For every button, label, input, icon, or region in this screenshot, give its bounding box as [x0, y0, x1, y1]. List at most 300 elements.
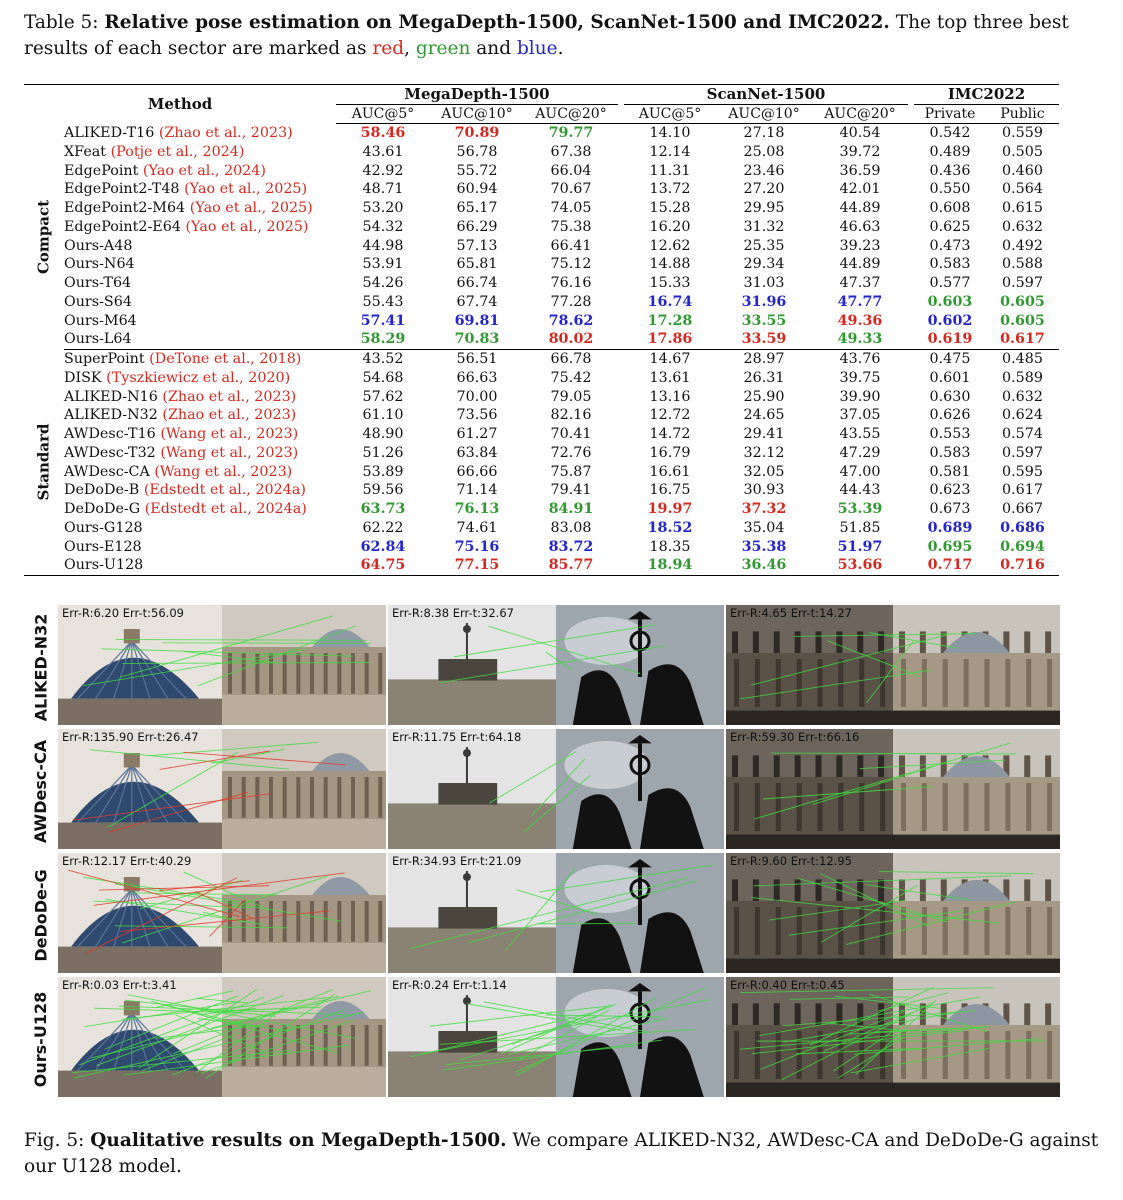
subheader: AUC@10° [430, 105, 524, 124]
value-cell: 13.72 [649, 181, 691, 198]
citation-link[interactable]: (Zhao et al., 2023) [162, 407, 297, 424]
method-cell [64, 406, 336, 425]
value-cell: 39.72 [839, 143, 881, 160]
match-image [58, 853, 386, 973]
table-row [24, 500, 1059, 519]
match-panel [58, 853, 386, 973]
method-name: XFeat [64, 143, 107, 160]
method-cell [64, 538, 336, 557]
value-cell: 70.41 [550, 426, 592, 442]
method-cell [64, 369, 336, 388]
error-readout: Err-R:0.24 Err-t:1.14 [392, 978, 507, 992]
error-readout: Err-R:59.30 Err-t:66.16 [730, 730, 860, 744]
match-panel [388, 853, 724, 973]
value-cell: 66.04 [550, 162, 592, 179]
value-cell: 80.02 [524, 330, 618, 349]
value-cell: 0.686 [1000, 519, 1045, 536]
value-cell: 35.04 [743, 519, 785, 536]
value-cell: 29.95 [743, 200, 785, 216]
method-cell [64, 350, 336, 369]
value-cell: 27.20 [743, 181, 785, 198]
value-cell: 75.87 [550, 463, 592, 480]
match-image [388, 853, 724, 973]
value-cell: 0.689 [927, 519, 973, 536]
value-cell: 69.81 [454, 312, 500, 329]
subheader: AUC@20° [812, 105, 908, 124]
method-row-label-text: ALIKED-N32 [31, 613, 51, 721]
figure-caption-title: Qualitative results on MegaDepth-1500. [90, 1130, 507, 1151]
value-cell: 0.617 [1002, 482, 1043, 499]
citation-link[interactable]: (Tyszkiewicz et al., 2020) [106, 369, 291, 386]
value-cell: 54.26 [362, 275, 404, 291]
match-panel [726, 977, 1060, 1097]
method-name: EdgePoint2-E64 [64, 218, 181, 235]
value-cell: 77.28 [550, 293, 592, 310]
error-readout: Err-R:6.20 Err-t:56.09 [62, 606, 184, 620]
value-cell: 17.86 [624, 330, 716, 349]
table-row [24, 199, 1059, 218]
citation-link[interactable]: (Yao et al., 2025) [189, 200, 313, 216]
value-cell: 83.08 [550, 519, 592, 536]
group-header-megadepth: MegaDepth-1500 [336, 85, 618, 105]
value-cell: 70.89 [454, 125, 500, 141]
value-cell: 0.615 [1002, 200, 1043, 216]
method-row-label [24, 977, 58, 1101]
value-cell: 49.36 [837, 312, 883, 329]
match-panel [388, 729, 724, 849]
citation-link[interactable]: (Yao et al., 2025) [185, 218, 309, 235]
match-image [726, 605, 1060, 725]
match-panel [726, 605, 1060, 725]
citation-link[interactable]: (Yao et al., 2025) [184, 181, 308, 198]
method-name: AWDesc-CA [64, 463, 150, 480]
value-cell: 43.52 [362, 351, 404, 367]
citation-link[interactable]: (Wang et al., 2023) [154, 463, 293, 480]
value-cell: 25.35 [743, 237, 785, 254]
table-row [24, 350, 1059, 369]
citation-link[interactable]: (Edstedt et al., 2024a) [143, 482, 306, 499]
table-row [24, 388, 1059, 407]
method-name: Ours-T64 [64, 275, 132, 291]
value-cell: 47.77 [837, 293, 883, 310]
method-name: Ours-A48 [64, 237, 133, 254]
method-cell [64, 463, 336, 482]
value-cell: 36.59 [839, 162, 881, 179]
table-row [24, 444, 1059, 463]
value-cell: 37.32 [741, 501, 787, 517]
value-cell: 0.595 [1002, 463, 1043, 480]
value-cell: 62.84 [360, 538, 406, 555]
value-cell: 0.608 [929, 200, 971, 216]
table-row [24, 519, 1059, 538]
value-cell: 33.59 [716, 330, 812, 349]
value-cell: 36.46 [741, 557, 787, 574]
qualitative-figure [24, 600, 1064, 1110]
value-cell: 47.00 [839, 463, 881, 480]
value-cell: 0.630 [929, 388, 971, 405]
value-cell: 29.41 [743, 426, 785, 442]
subheader: AUC@10° [716, 105, 812, 124]
value-cell: 71.14 [456, 482, 498, 499]
value-cell: 15.33 [649, 275, 691, 291]
method-name: SuperPoint [64, 351, 145, 367]
table-row [24, 538, 1059, 557]
citation-link[interactable]: (Zhao et al., 2023) [162, 388, 297, 405]
value-cell: 0.624 [1002, 407, 1043, 424]
method-cell [64, 388, 336, 407]
value-cell: 47.37 [839, 275, 881, 291]
method-cell [64, 199, 336, 218]
value-cell: 59.56 [362, 482, 404, 499]
value-cell: 76.16 [550, 275, 592, 291]
citation-link[interactable]: (Edstedt et al., 2024a) [144, 501, 307, 517]
value-cell: 31.03 [743, 275, 785, 291]
value-cell: 13.16 [649, 388, 691, 405]
match-panel [58, 605, 386, 725]
value-cell: 74.61 [456, 519, 498, 536]
legend-blue-word: blue [516, 38, 558, 59]
value-cell: 0.597 [1002, 275, 1043, 291]
method-cell [64, 519, 336, 538]
value-cell: 70.00 [456, 388, 498, 405]
value-cell: 29.34 [743, 256, 785, 273]
table-row [24, 463, 1059, 482]
method-name: EdgePoint2-M64 [64, 200, 186, 216]
value-cell: 53.39 [837, 501, 883, 517]
method-cell [64, 444, 336, 463]
method-cell [64, 500, 336, 519]
value-cell: 46.63 [839, 218, 881, 235]
value-cell: 70.83 [430, 330, 524, 349]
match-image [388, 605, 724, 725]
value-cell: 18.52 [647, 519, 693, 536]
figure-caption-label: Fig. 5: [24, 1130, 85, 1151]
error-readout: Err-R:9.60 Err-t:12.95 [730, 854, 852, 868]
value-cell: 44.43 [839, 482, 881, 499]
error-readout: Err-R:0.40 Err-t:0.45 [730, 978, 845, 992]
value-cell: 47.29 [839, 444, 881, 461]
value-cell: 66.63 [456, 369, 498, 386]
value-cell: 66.41 [550, 237, 592, 254]
group-header-scannet: ScanNet-1500 [624, 85, 908, 105]
value-cell: 16.79 [649, 444, 691, 461]
value-cell: 49.33 [812, 330, 908, 349]
correct-match-line [163, 643, 371, 644]
method-cell [64, 293, 336, 312]
value-cell: 0.716 [1000, 557, 1045, 574]
value-cell: 0.581 [929, 463, 971, 480]
method-cell [64, 330, 336, 349]
value-cell: 0.473 [929, 237, 971, 254]
method-name: Ours-N64 [64, 256, 135, 273]
citation-link[interactable]: (Yao et al., 2024) [142, 162, 266, 179]
caption-comma: , [404, 38, 410, 59]
legend-green-word: green [415, 38, 471, 59]
sector-label: Compact [34, 199, 53, 274]
value-cell: 79.05 [550, 388, 592, 405]
subheader: AUC@5° [624, 105, 716, 124]
citation-link[interactable]: (DeTone et al., 2018) [149, 351, 302, 367]
value-cell: 0.574 [1002, 426, 1043, 442]
value-cell: 74.05 [550, 200, 592, 216]
value-cell: 24.65 [743, 407, 785, 424]
method-name: AWDesc-T16 [64, 426, 156, 442]
method-name: Ours-U128 [64, 557, 144, 574]
value-cell: 40.54 [839, 125, 881, 141]
value-cell: 14.67 [649, 351, 691, 367]
error-readout: Err-R:4.65 Err-t:14.27 [730, 606, 852, 620]
value-cell: 16.20 [649, 218, 691, 235]
table-row [24, 330, 1059, 349]
method-name: EdgePoint2-T48 [64, 181, 180, 198]
value-cell: 43.61 [362, 143, 404, 160]
match-image [388, 729, 724, 849]
value-cell: 23.46 [743, 162, 785, 179]
value-cell: 66.74 [456, 275, 498, 291]
citation-link[interactable]: (Wang et al., 2023) [160, 444, 299, 461]
value-cell: 18.94 [647, 557, 693, 574]
match-panel [58, 729, 386, 849]
value-cell: 0.583 [929, 256, 971, 273]
value-cell: 0.605 [1000, 312, 1045, 329]
value-cell: 30.93 [743, 482, 785, 499]
match-panel [726, 853, 1060, 973]
value-cell: 53.91 [362, 256, 404, 273]
table-row [24, 556, 1059, 575]
value-cell: 32.12 [743, 444, 785, 461]
table-row [24, 162, 1059, 181]
method-row-label [24, 605, 58, 729]
method-name: Ours-G128 [64, 519, 143, 536]
table-caption-title: Relative pose estimation on MegaDepth-1500, ScanNet-1500 and IMC2022. [104, 12, 890, 33]
value-cell: 78.62 [548, 312, 594, 329]
value-cell: 31.96 [741, 293, 787, 310]
value-cell: 0.623 [929, 482, 971, 499]
table-row [24, 274, 1059, 293]
value-cell: 66.78 [550, 351, 592, 367]
value-cell: 67.74 [456, 293, 498, 310]
value-cell: 70.67 [550, 181, 592, 198]
value-cell: 0.505 [1002, 143, 1043, 160]
value-cell: 0.492 [1002, 237, 1043, 254]
value-cell: 85.77 [548, 557, 594, 574]
table-row [24, 293, 1059, 312]
value-cell: 44.89 [839, 256, 881, 273]
value-cell: 0.617 [986, 330, 1059, 349]
value-cell: 35.38 [741, 538, 787, 555]
value-cell: 58.46 [360, 125, 406, 141]
value-cell: 42.92 [362, 162, 404, 179]
method-row-label [24, 853, 58, 977]
value-cell: 17.28 [647, 312, 693, 329]
value-cell: 0.717 [927, 557, 973, 574]
table-row [24, 312, 1059, 331]
value-cell: 0.619 [914, 330, 986, 349]
method-name: AWDesc-T32 [64, 444, 156, 461]
subheader: AUC@20° [524, 105, 618, 124]
method-name: ALIKED-N32 [64, 407, 158, 424]
method-cell [64, 425, 336, 444]
value-cell: 65.17 [456, 200, 498, 216]
table-row [24, 255, 1059, 274]
sector-label-cell [24, 350, 64, 576]
value-cell: 0.632 [1002, 218, 1043, 235]
value-cell: 55.43 [362, 293, 404, 310]
citation-link[interactable]: (Potje et al., 2024) [110, 143, 245, 160]
value-cell: 0.485 [1002, 351, 1043, 367]
value-cell: 32.05 [743, 463, 785, 480]
value-cell: 31.32 [743, 218, 785, 235]
value-cell: 64.75 [360, 557, 406, 574]
value-cell: 12.14 [649, 143, 691, 160]
value-cell: 37.05 [839, 407, 881, 424]
value-cell: 66.66 [456, 463, 498, 480]
value-cell: 14.72 [649, 426, 691, 442]
subheader: AUC@5° [336, 105, 430, 124]
value-cell: 0.597 [1002, 444, 1043, 461]
caption-period: . [557, 38, 564, 59]
method-cell [64, 237, 336, 256]
value-cell: 57.62 [362, 388, 404, 405]
results-table [24, 84, 1059, 576]
value-cell: 75.12 [550, 256, 592, 273]
value-cell: 66.29 [456, 218, 498, 235]
method-name: Ours-S64 [64, 293, 132, 310]
value-cell: 63.84 [456, 444, 498, 461]
method-cell [64, 255, 336, 274]
method-name: Ours-M64 [64, 312, 137, 329]
value-cell: 72.76 [550, 444, 592, 461]
value-cell: 0.588 [1002, 256, 1043, 273]
value-cell: 56.51 [456, 351, 498, 367]
error-readout: Err-R:34.93 Err-t:21.09 [392, 854, 522, 868]
value-cell: 0.602 [927, 312, 973, 329]
method-cell [64, 274, 336, 293]
match-image [388, 977, 724, 1097]
value-cell: 53.89 [362, 463, 404, 480]
method-cell [64, 124, 336, 143]
table-caption-label: Table 5: [24, 12, 99, 33]
match-panel [388, 977, 724, 1097]
value-cell: 56.78 [456, 143, 498, 160]
value-cell: 60.94 [456, 181, 498, 198]
method-header: Method [147, 94, 213, 113]
value-cell: 75.42 [550, 369, 592, 386]
value-cell: 0.489 [929, 143, 971, 160]
value-cell: 42.01 [839, 181, 881, 198]
value-cell: 12.72 [649, 407, 691, 424]
value-cell: 51.97 [837, 538, 883, 555]
value-cell: 0.436 [929, 162, 971, 179]
method-cell [64, 143, 336, 162]
figure-caption-text: We compare ALIKED-N32, AWDesc-CA and DeDoDe-G against our U128 model. [24, 1130, 1099, 1177]
value-cell: 57.13 [456, 237, 498, 254]
value-cell: 0.632 [1002, 388, 1043, 405]
sector-label-cell [24, 124, 64, 350]
match-image [726, 729, 1060, 849]
value-cell: 0.695 [927, 538, 973, 555]
value-cell: 55.72 [456, 162, 498, 179]
table-row [24, 481, 1059, 500]
error-readout: Err-R:8.38 Err-t:32.67 [392, 606, 514, 620]
method-cell [64, 312, 336, 331]
table-caption [24, 10, 1104, 62]
value-cell: 61.27 [456, 426, 498, 442]
value-cell: 16.75 [649, 482, 691, 499]
value-cell: 0.583 [929, 444, 971, 461]
citation-link[interactable]: (Zhao et al., 2023) [158, 124, 293, 141]
error-readout: Err-R:135.90 Err-t:26.47 [62, 730, 199, 744]
error-readout: Err-R:12.17 Err-t:40.29 [62, 854, 192, 868]
sector-label: Standard [34, 423, 53, 501]
method-name: DeDoDe-B [64, 482, 140, 499]
value-cell: 44.89 [839, 200, 881, 216]
value-cell: 25.08 [743, 143, 785, 160]
method-name: DISK [64, 369, 102, 386]
method-row-label [24, 729, 58, 853]
results-table-body [24, 124, 1059, 576]
match-image [726, 977, 1060, 1097]
value-cell: 12.62 [649, 237, 691, 254]
value-cell: 14.10 [649, 125, 691, 141]
value-cell: 83.72 [548, 538, 594, 555]
match-panel [726, 729, 1060, 849]
value-cell: 27.18 [743, 125, 785, 141]
citation-link[interactable]: (Wang et al., 2023) [160, 426, 299, 442]
value-cell: 62.22 [362, 519, 404, 536]
value-cell: 0.626 [929, 407, 971, 424]
value-cell: 0.577 [929, 275, 971, 291]
method-name: ALIKED-N16 [64, 388, 158, 405]
match-image [58, 977, 386, 1097]
match-image [726, 853, 1060, 973]
value-cell: 76.13 [454, 501, 500, 517]
method-name: ALIKED-T16 [64, 124, 155, 141]
value-cell: 0.589 [1002, 369, 1043, 386]
group-header-imc: IMC2022 [914, 85, 1059, 105]
value-cell: 19.97 [647, 501, 693, 517]
value-cell: 33.55 [741, 312, 787, 329]
value-cell: 0.559 [1002, 125, 1043, 141]
value-cell: 0.460 [1002, 162, 1043, 179]
value-cell: 43.55 [839, 426, 881, 442]
value-cell: 77.15 [454, 557, 500, 574]
method-row-label-text: Ours-U128 [31, 991, 51, 1087]
match-image [58, 729, 386, 849]
value-cell: 26.31 [743, 369, 785, 386]
value-cell: 0.603 [927, 293, 973, 310]
value-cell: 53.66 [837, 557, 883, 574]
subheader: Public [986, 105, 1059, 124]
value-cell: 0.673 [929, 501, 971, 517]
value-cell: 43.76 [839, 351, 881, 367]
value-cell: 0.542 [929, 125, 971, 141]
table-row [24, 369, 1059, 388]
subheader: Private [914, 105, 986, 124]
value-cell: 0.601 [929, 369, 971, 386]
table-row [24, 218, 1059, 237]
figure-caption [24, 1128, 1104, 1180]
method-cell [64, 180, 336, 199]
value-cell: 54.32 [362, 218, 404, 235]
value-cell: 48.71 [362, 181, 404, 198]
value-cell: 75.38 [550, 218, 592, 235]
value-cell: 0.605 [1000, 293, 1045, 310]
value-cell: 67.38 [550, 143, 592, 160]
method-row-label-text: AWDesc-CA [31, 739, 51, 843]
table-row [24, 124, 1059, 143]
table-row [24, 237, 1059, 256]
